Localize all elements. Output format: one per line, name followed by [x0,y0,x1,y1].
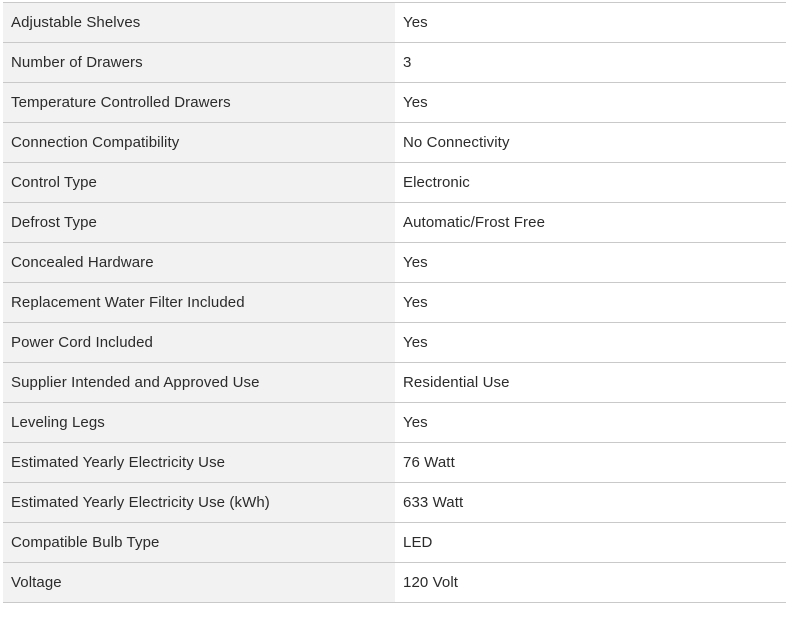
spec-label: Temperature Controlled Drawers [3,83,395,123]
specifications-table-body [3,3,786,603]
spec-row [3,83,786,123]
spec-row [3,283,786,323]
spec-value: 120 Volt [395,563,786,603]
spec-label: Estimated Yearly Electricity Use [3,443,395,483]
spec-row [3,403,786,443]
spec-row [3,523,786,563]
spec-value: Yes [395,243,786,283]
spec-label: Power Cord Included [3,323,395,363]
spec-row [3,563,786,603]
spec-value: Automatic/Frost Free [395,203,786,243]
spec-row [3,203,786,243]
spec-value: No Connectivity [395,123,786,163]
spec-value: 76 Watt [395,443,786,483]
spec-label: Number of Drawers [3,43,395,83]
spec-row [3,443,786,483]
spec-label: Adjustable Shelves [3,3,395,43]
spec-row [3,163,786,203]
spec-row [3,363,786,403]
spec-label: Control Type [3,163,395,203]
spec-label: Concealed Hardware [3,243,395,283]
spec-label: Replacement Water Filter Included [3,283,395,323]
spec-value: Electronic [395,163,786,203]
spec-row [3,483,786,523]
spec-label: Leveling Legs [3,403,395,443]
spec-row [3,3,786,43]
spec-label: Defrost Type [3,203,395,243]
spec-row [3,243,786,283]
spec-label: Supplier Intended and Approved Use [3,363,395,403]
spec-value: Yes [395,283,786,323]
spec-value: Yes [395,403,786,443]
spec-row [3,123,786,163]
specifications-table [3,2,786,603]
spec-value: Yes [395,323,786,363]
spec-row [3,43,786,83]
spec-value: Yes [395,83,786,123]
spec-value: Yes [395,3,786,43]
spec-label: Voltage [3,563,395,603]
spec-value: 633 Watt [395,483,786,523]
spec-value: Residential Use [395,363,786,403]
spec-value: LED [395,523,786,563]
spec-label: Compatible Bulb Type [3,523,395,563]
spec-label: Connection Compatibility [3,123,395,163]
spec-row [3,323,786,363]
spec-label: Estimated Yearly Electricity Use (kWh) [3,483,395,523]
spec-value: 3 [395,43,786,83]
